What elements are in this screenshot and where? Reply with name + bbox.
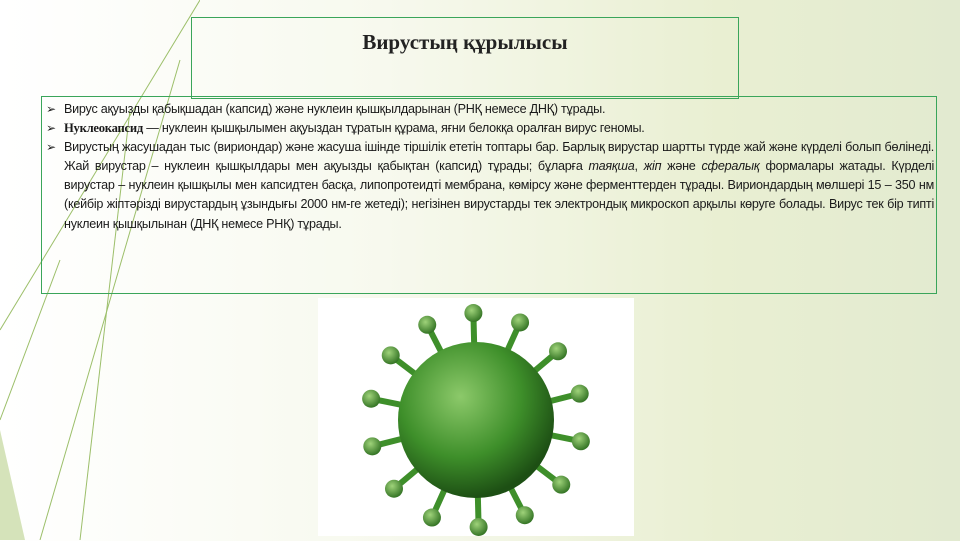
slide-title: Вирустың құрылысы	[362, 30, 568, 54]
title-box	[191, 17, 739, 99]
arrow-bullet-icon: ➢	[46, 102, 56, 116]
bullet-text: — нуклеин қышқылымен ақуыздан тұратын құрама, яғни белокқа оралған вирус геномы.	[142, 121, 645, 136]
virus-spike-knob	[464, 304, 482, 322]
bullet-text: Вирус ақуызды қабықшадан (капсид) және нуклеин қышқылдарынан (РНҚ немесе ДНҚ) тұрады.	[64, 102, 606, 116]
bullet-text: және	[661, 159, 702, 174]
virus-spike-knob	[418, 316, 436, 334]
italic-term: таяқша	[588, 159, 635, 174]
italic-term: сфералық	[701, 159, 760, 174]
bullet-item	[46, 138, 934, 233]
virus-spike-knob	[470, 518, 488, 536]
virus-spike-knob	[572, 432, 590, 450]
bullet-item	[46, 100, 934, 119]
virus-spike-knob	[385, 480, 403, 498]
bullet-text: Вирустың жасушадан тыс (вириондар) және жасуша ішінде тіршілік ететін топтары бар. Барлық вирустар шартты түрде жай және күрделі болып бөлінеді. Жай вирустар – нуклеин қышқылдары мен ақуызды қабықтан (капсид) тұрады; бұларға	[64, 140, 934, 174]
arrow-bullet-icon: ➢	[46, 121, 56, 136]
virus-spike-knob	[363, 437, 381, 455]
virus-spike-knob	[511, 313, 529, 331]
virus-spike-knob	[549, 342, 567, 360]
virus-spike-knob	[382, 346, 400, 364]
bullet-text: формалары жатады. Күрделі вирустар – нуклеин қышқылы мен капсидтен басқа, липопротеидті мембрана, көмірсу және ферменттерден тұрады. Вириондардың мөлшері 15 – 350 нм (кейбір жіптәрізді вирустардың ұзындығы 2000 нм-ге жетеді); негізінен вирустарды тек электрондық микроскоп арқылы көруге болады. Вирус тек бір типті нуклеин қышқылынан (ДНҚ немесе РНҚ) тұрады.	[64, 159, 935, 231]
virus-image	[318, 298, 634, 536]
virus-spike-knob	[571, 385, 589, 403]
virus-spike-knob	[552, 476, 570, 494]
content-box	[41, 96, 937, 294]
virus-spike-knob	[423, 509, 441, 527]
virus-spike-knob	[516, 506, 534, 524]
bullet-text: ,	[634, 159, 644, 174]
italic-term: жіп	[643, 159, 662, 174]
bullet-term: Нуклеокапсид	[64, 121, 143, 136]
arrow-bullet-icon: ➢	[46, 140, 56, 155]
virus-spike-knob	[362, 390, 380, 408]
bullet-item	[46, 119, 934, 138]
virus-illustration	[318, 298, 634, 536]
